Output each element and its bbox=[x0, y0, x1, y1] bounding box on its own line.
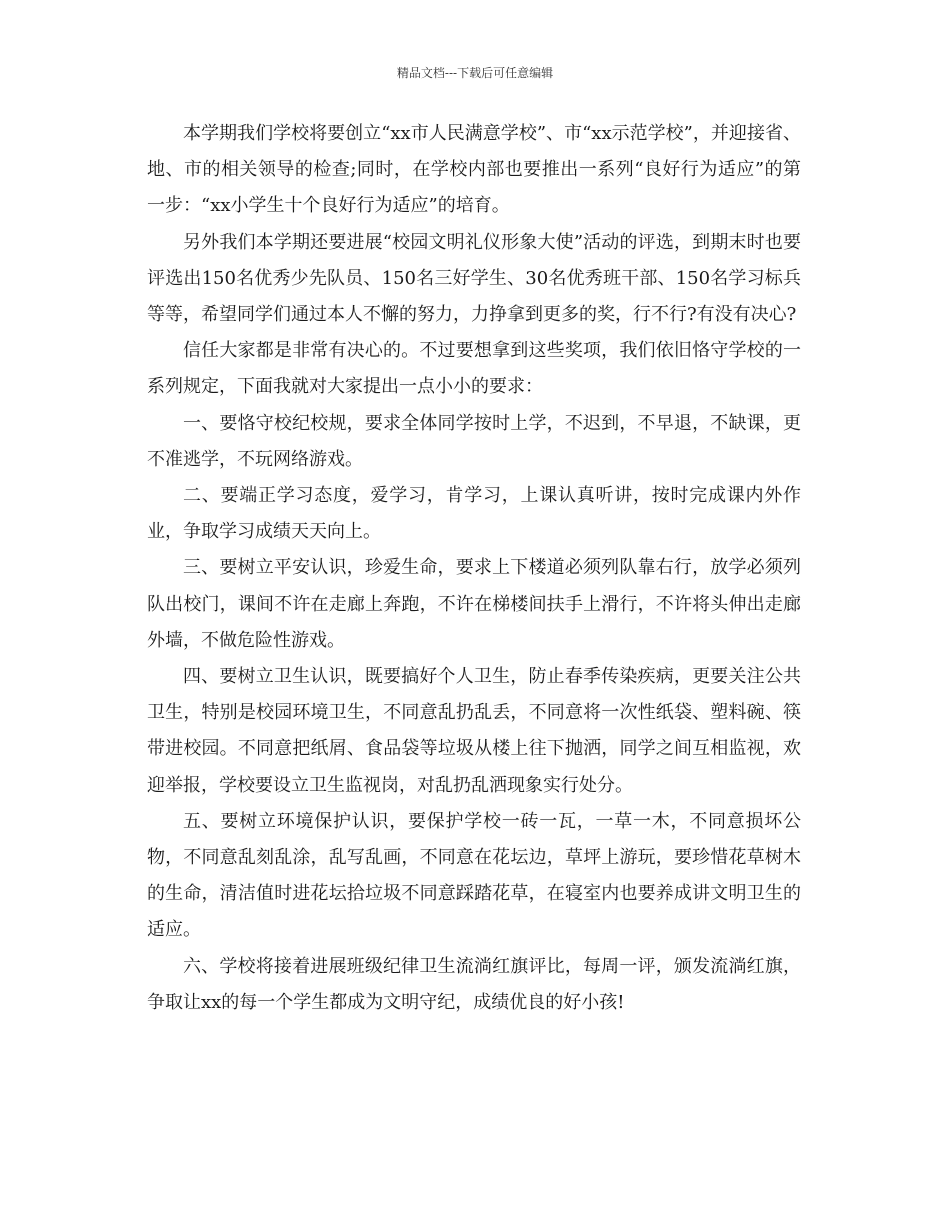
paragraph: 二、要端正学习态度，爱学习，肯学习，上课认真听讲，按时完成课内外作业，争取学习成绩天天向上。 bbox=[147, 485, 801, 543]
document-body bbox=[147, 116, 801, 1021]
paragraph: 三、要树立平安认识，珍爱生命，要求上下楼道必须列队靠右行，放学必须列队出校门，课间不许在走廊上奔跑，不许在梯楼间扶手上滑行，不许将头伸出走廊外墙，不做危险性游戏。 bbox=[147, 557, 801, 651]
paragraph: 四、要树立卫生认识，既要搞好个人卫生，防止春季传染疾病，更要关注公共卫生，特别是校园环境卫生，不同意乱扔乱丢，不同意将一次性纸袋、塑料碗、筷带进校园。不同意把纸屑、食品袋等垃圾从楼上往下抛洒，同学之间互相监视，欢迎举报，学校要设立卫生监视岗，对乱扔乱洒现象实行处分。 bbox=[147, 666, 801, 796]
paragraph: 六、学校将接着进展班级纪律卫生流淌红旗评比，每周一评，颁发流淌红旗，争取让xx的每一个学生都成为文明守纪，成绩优良的好小孩! bbox=[147, 955, 801, 1013]
paragraph: 五、要树立环境保护认识，要保护学校一砖一瓦，一草一木，不同意损坏公物，不同意乱刻乱涂，乱写乱画，不同意在花坛边，草坪上游玩，要珍惜花草树木的生命，清洁值时进花坛拾垃圾不同意踩踏花草，在寝室内也要养成讲文明卫生的适应。 bbox=[147, 810, 801, 941]
paragraph: 一、要恪守校纪校规，要求全体同学按时上学，不迟到，不早退，不缺课，更不准逃学，不玩网络游戏。 bbox=[147, 412, 801, 470]
page-header: 精品文档---下载后可任意编辑 bbox=[396, 66, 554, 80]
paragraph: 另外我们本学期还要进展“校园文明礼仪形象大使”活动的评选，到期末时也要评选出150名优秀少先队员、150名三好学生、30名优秀班干部、150名学习标兵等等，希望同学们通过本人不懈的努力，力挣拿到更多的奖，行不行?有没有决心? bbox=[147, 231, 801, 326]
paragraph: 本学期我们学校将要创立“xx市人民满意学校”、市“xx示范学校”，并迎接省、地、市的相关领导的检查;同时，在学校内部也要推出一系列“良好行为适应”的第一步：“xx小学生十个良好行为适应”的培育。 bbox=[147, 123, 801, 217]
paragraph: 信任大家都是非常有决心的。不过要想拿到这些奖项，我们依旧恪守学校的一系列规定，下面我就对大家提出一点小小的要求： bbox=[147, 340, 801, 398]
